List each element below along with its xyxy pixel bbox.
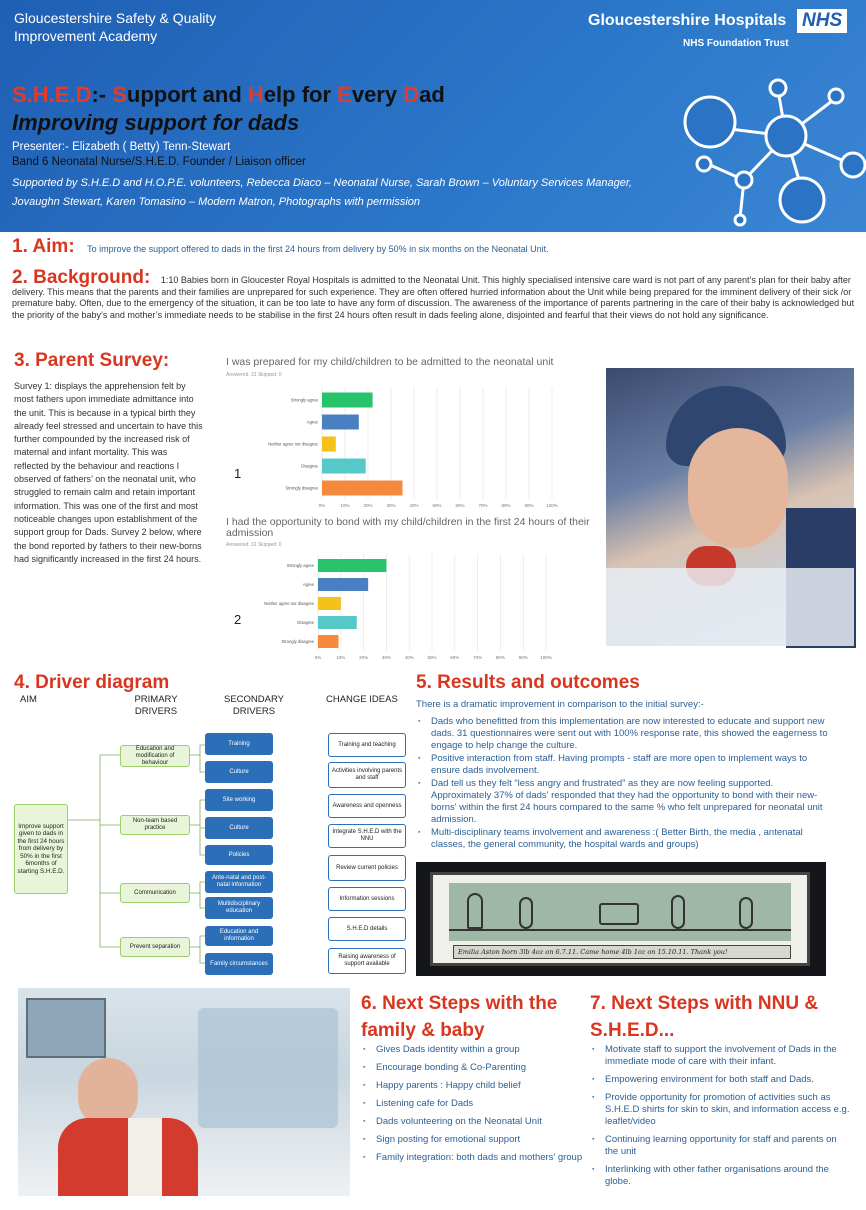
category-label: Disagree — [297, 620, 314, 625]
bar — [322, 415, 359, 430]
background-text: 1:10 Babies born in Gloucester Royal Hospitals is admitted to the Neonatal Unit. This highly specialised intensive care ward is not part of any parent’s plan for their baby after delivery. This means that the parents and their families are unprepared for such experience. They are often offered hurried information about the Unit while being prepared for the imminent delivery of their sick /or premature baby. Often, due to the emergency of the situation, it can be too late to have any form of discussion. The awareness of the importance of parents partnering in the care of their baby is acknowledged but the priority of the baby’s and mother’s immediate needs to be stabilise in the first 24 hours often result in dads feeling alone, disjointed and fearful that their views do not hold any significance. — [12, 275, 855, 320]
x-tick-label: 50% — [427, 655, 437, 660]
change-idea-6: Information sessions — [328, 887, 406, 911]
hospital-name: Gloucestershire Hospitals — [588, 12, 787, 29]
next-nnu-heading: 7. Next Steps with NNU & S.H.E.D... — [590, 993, 819, 1041]
x-tick-label: 0% — [314, 655, 322, 660]
next-nnu-item: ▪ Interlinking with other father organisations around the globe. — [589, 1164, 851, 1188]
next-family-item: ▪ Dads volunteering on the Neonatal Unit — [360, 1116, 590, 1128]
poster-title — [12, 82, 445, 108]
primary-driver-3: Communication — [120, 883, 190, 903]
header-banner — [0, 0, 866, 232]
x-tick-label: 10% — [340, 503, 350, 508]
x-tick-label: 80% — [495, 655, 505, 660]
academy-name: Gloucestershire Safety & Quality Improvement Academy — [14, 10, 217, 44]
bar — [322, 481, 403, 496]
category-label: Strongly agree — [290, 397, 318, 403]
kangaroo-wrap — [128, 1118, 162, 1196]
x-tick-label: 80% — [501, 503, 511, 508]
bar — [318, 578, 368, 591]
primary-driver-1: Education and modification of behaviour — [120, 745, 190, 767]
trust-name: NHS Foundation Trust — [683, 38, 789, 49]
bar — [318, 559, 386, 572]
x-tick-label: 40% — [409, 503, 419, 508]
primary-driver-4: Prevent separation — [120, 937, 190, 957]
photo-dad-nicu — [18, 988, 350, 1196]
aim-heading: 1. Aim: — [12, 236, 75, 257]
survey-label-2: 2 — [234, 612, 242, 627]
title-s: S — [112, 82, 127, 107]
category-label: Disagree — [301, 463, 318, 469]
next-nnu-item: ▪ Empowering environment for both staff and Dads. — [589, 1074, 851, 1086]
x-tick-label: 90% — [518, 655, 528, 660]
survey-heading: 3. Parent Survey: — [14, 350, 170, 371]
next-nnu-item: ▪ Provide opportunity for promotion of activities such as S.H.E.D shirts for skin to skin, and information access e.g. leaflet/video — [589, 1092, 851, 1128]
network-graphic — [660, 60, 866, 232]
title-w1: upport and — [126, 82, 248, 107]
next-family-heading: 6. Next Steps with the family & baby — [361, 993, 558, 1041]
x-tick-label: 70% — [473, 655, 483, 660]
x-tick-label: 40% — [404, 655, 414, 660]
figure-icon — [739, 897, 753, 929]
driver-col-change: CHANGE IDEAS — [326, 694, 398, 705]
results-item: ▪ Dad tell us they felt “less angry and frustrated” as they are now feeling supported. Approximately 37% of dads' responded that they had the opportunity to bond with their new-borns' within the first 24 hours compared to the same % who felt unprepared for neonatal unit admission. — [415, 778, 830, 826]
x-tick-label: 90% — [524, 503, 534, 508]
next-nnu-item: ▪ Continuing learning opportunity for staff and parents on the unit — [589, 1134, 851, 1158]
title-e: E — [337, 82, 352, 107]
poster-subtitle: Improving support for dads — [12, 110, 300, 135]
bar — [318, 597, 341, 610]
category-label: Neither agree nor disagree — [264, 601, 314, 606]
category-label: Strongly disagree — [281, 639, 314, 644]
results-list — [415, 716, 830, 852]
title-w3: very — [351, 82, 404, 107]
chart1-title: I was prepared for my child/children to be admitted to the neonatal unit — [226, 356, 554, 368]
secondary-driver-3: Site working — [205, 789, 273, 811]
x-tick-label: 20% — [363, 503, 373, 508]
results-intro: There is a dramatic improvement in comparison to the initial survey:- — [416, 699, 704, 710]
chart2-plot — [226, 552, 596, 667]
driver-heading: 4. Driver diagram — [14, 672, 170, 693]
figure-icon — [467, 893, 483, 929]
supporters: Supported by S.H.E.D and H.O.P.E. volunteers, Rebecca Diaco – Neonatal Nurse, Sarah Brown – Voluntary Services Manager, Jovaughn Stewart, Karen Tomasino – Modern Matron, Photographs with permission — [12, 177, 632, 208]
title-shed: S.H.E.D — [12, 82, 92, 107]
category-label: Strongly agree — [286, 563, 314, 568]
change-idea-1: Training and teaching — [328, 733, 406, 757]
presenter-role: Band 6 Neonatal Nurse/S.H.E.D. Founder / Liaison officer — [12, 156, 306, 168]
x-tick-label: 100% — [540, 655, 552, 660]
driver-col-aim: AIM — [20, 694, 37, 705]
change-idea-4: Integrate S.H.E.D with the NNU — [328, 824, 406, 848]
next-family-item: ▪ Happy parents : Happy child belief — [360, 1080, 590, 1092]
secondary-driver-9: Family circumstances — [205, 953, 273, 975]
dad-face — [688, 428, 788, 548]
figure-icon — [671, 895, 685, 929]
x-tick-label: 30% — [386, 503, 396, 508]
x-tick-label: 30% — [381, 655, 391, 660]
secondary-driver-8: Education and information — [205, 926, 273, 946]
secondary-driver-7: Multidisciplinary education — [205, 897, 273, 919]
results-item: ▪ Multi-disciplinary teams involvement and awareness :( Better Birth, the media , antenatal classes, the general community, the hospital wards and groups) — [415, 827, 830, 851]
x-tick-label: 10% — [336, 655, 346, 660]
secondary-driver-1: Training — [205, 733, 273, 755]
next-family-item: ▪ Listening cafe for Dads — [360, 1098, 590, 1110]
frame-artwork — [449, 883, 791, 941]
primary-driver-2: Non-team based practice — [120, 815, 190, 835]
driver-col-secondary: SECONDARY DRIVERS — [223, 694, 284, 717]
change-idea-5: Review current policies — [328, 855, 406, 881]
frame-caption: Emilia Aston born 3lb 4oz on 6.7.11. Came home 4lb 1oz on 15.10.11. Thank you! — [453, 945, 791, 959]
chart2-title: I had the opportunity to bond with my child/children in the first 24 hours of their admission — [226, 516, 590, 539]
photo-framed-artwork — [416, 862, 826, 976]
x-tick-label: 0% — [318, 503, 326, 508]
change-idea-7: S.H.E.D details — [328, 917, 406, 941]
presenter: Presenter:- Elizabeth ( Betty) Tenn-Stewart — [12, 141, 231, 153]
title-w2: elp for — [263, 82, 338, 107]
results-item: ▪ Dads who benefitted from this implementation are now interested to educate and support new dads. 31 questionnaires were sent out with 100% response rate, this showed the eagerness to engage to help change the culture. — [415, 716, 830, 752]
bar — [318, 635, 339, 648]
category-label: Agree — [306, 419, 318, 425]
artwork-ground — [449, 929, 791, 931]
aim-section — [12, 236, 857, 258]
category-label: Agree — [302, 582, 314, 587]
results-item: ▪ Positive interaction from staff. Having prompts - staff are more open to implement ways to ensure dads involvement. — [415, 753, 830, 777]
next-family-list — [360, 1044, 590, 1170]
title-w4: ad — [419, 82, 445, 107]
chart2-answered: Answered: 31 Skipped: 0 — [226, 542, 282, 548]
x-tick-label: 20% — [359, 655, 369, 660]
background-heading: 2. Background: — [12, 267, 151, 288]
aim-text: To improve the support offered to dads in the first 24 hours from delivery by 50% in six months on the Neonatal Unit. — [87, 244, 549, 254]
frame-mount — [430, 872, 810, 966]
title-d: D — [403, 82, 420, 107]
next-nnu-item: ▪ Motivate staff to support the involvement of Dads in the immediate mode of care with their infant. — [589, 1044, 851, 1068]
incubator-blanket — [606, 568, 854, 646]
next-family-item: ▪ Family integration: both dads and mothers’ group — [360, 1152, 590, 1164]
survey-label-1: 1 — [234, 466, 242, 481]
photo-dad-baby — [606, 368, 854, 646]
results-heading: 5. Results and outcomes — [416, 672, 640, 693]
x-tick-label: 50% — [432, 503, 442, 508]
change-idea-2: Activities involving parents and staff — [328, 762, 406, 788]
bar — [322, 393, 373, 408]
bar — [322, 459, 366, 474]
x-tick-label: 60% — [455, 503, 465, 508]
chart1-answered: Answered: 31 Skipped: 0 — [226, 372, 282, 378]
title-sep: :- — [91, 82, 113, 107]
next-nnu-list — [589, 1044, 851, 1194]
secondary-driver-6: Ante-natal and post-natal information — [205, 871, 273, 893]
change-idea-8: Raising awareness of support available — [328, 948, 406, 974]
x-tick-label: 100% — [546, 503, 558, 508]
figure-icon — [519, 897, 533, 929]
category-label: Neither agree nor disagree — [268, 441, 318, 447]
driver-aim-box: Improve support given to dads in the first 24 hours from delivery by 50% in the first 6months of starting S.H.E.D. — [14, 804, 68, 894]
nhs-logo: NHS — [797, 9, 847, 33]
driver-col-primary: PRIMARY DRIVERS — [134, 694, 178, 717]
chart1-plot — [226, 385, 596, 508]
secondary-driver-5: Policies — [205, 845, 273, 865]
next-family-item: ▪ Encourage bonding & Co-Parenting — [360, 1062, 590, 1074]
bar — [318, 616, 357, 629]
change-idea-3: Awareness and openness — [328, 794, 406, 818]
survey-text: Survey 1: displays the apprehension felt by most fathers upon immediate admittance into the unit. This is because in a typical birth they already feel stressed and uncertain to have this further compounded by the increased risk of maternal and infant mortality. This was reflected by the behaviour and reactions I observed of fathers’ on the neonatal unit, who struggled to remain calm and retain important information. This was one of the first and most noticeable changes upon establishment of the support group for Dads. Survey 2 below, where the bond reported by fathers to their new-borns had significantly increased in the first 24 hours. — [14, 381, 203, 564]
x-tick-label: 70% — [478, 503, 488, 508]
x-tick-label: 60% — [450, 655, 460, 660]
monitor — [26, 998, 106, 1058]
secondary-driver-4: Culture — [205, 817, 273, 839]
background-section — [12, 267, 857, 321]
incubator — [198, 1008, 338, 1128]
category-label: Strongly disagree — [285, 485, 318, 491]
title-h: H — [247, 82, 264, 107]
bar — [322, 437, 336, 452]
next-family-item: ▪ Sign posting for emotional support — [360, 1134, 590, 1146]
incubator-icon — [599, 903, 639, 925]
next-family-item: ▪ Gives Dads identity within a group — [360, 1044, 590, 1056]
secondary-driver-2: Culture — [205, 761, 273, 783]
